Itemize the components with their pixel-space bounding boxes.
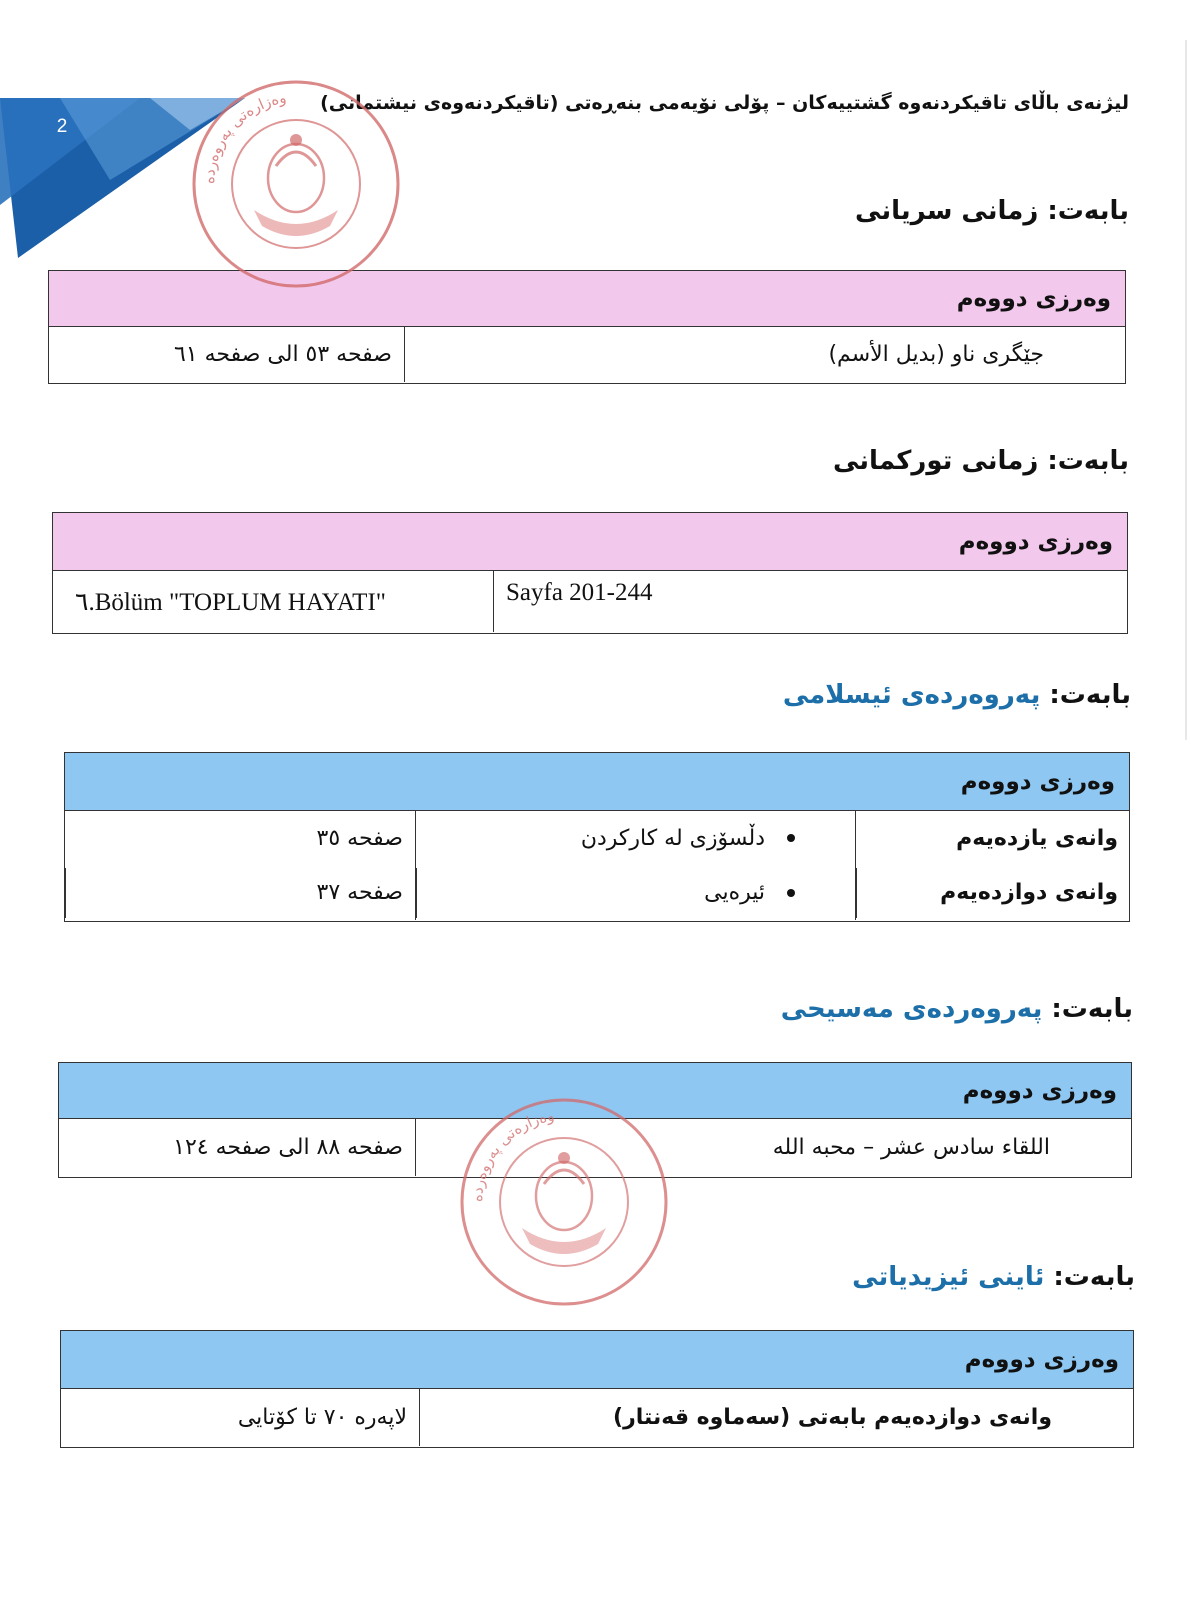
subject-heading-yazidi bbox=[852, 1262, 1135, 1292]
table-row bbox=[53, 571, 1127, 632]
document-header: لیژنەی باڵای تاقیکردنەوە گشتییەکان – پۆلی نۆیەمی بنەڕەتی (تاقیکردنەوەی نیشتمانی) bbox=[320, 92, 1129, 114]
subject-label: بابەت: bbox=[1049, 680, 1131, 710]
subject-label: بابەت: bbox=[1047, 446, 1129, 476]
official-seal-stamp bbox=[458, 1096, 670, 1308]
semester-header: وەرزی دووەم bbox=[49, 271, 1125, 327]
page-number: 2 bbox=[56, 116, 68, 137]
pages-cell: صفحه ٥٣ الی صفحه ٦١ bbox=[173, 342, 392, 367]
svg-text:وەزارەتی پەروەردە: وەزارەتی پەروەردە bbox=[467, 1106, 556, 1203]
subject-name: ئاینی ئیزیدیاتی bbox=[852, 1262, 1045, 1292]
pages-cell: صفحه ٣٧ bbox=[65, 868, 415, 918]
pages-column bbox=[65, 811, 415, 920]
table-row bbox=[49, 327, 1125, 382]
topic-column bbox=[415, 811, 855, 920]
subject-name: پەروەردەی مەسیحی bbox=[780, 994, 1043, 1024]
semester-header: وەرزی دووەم bbox=[65, 753, 1129, 811]
pages-cell: Sayfa 201-244 bbox=[493, 571, 1126, 632]
pages-cell: صفحه ٨٨ الی صفحه ١٢٤ bbox=[173, 1135, 403, 1160]
chapter-cell: ٦.Bölüm "TOPLUM HAYATI" bbox=[75, 588, 386, 616]
svg-text:وەزارەتی پەروەردە: وەزارەتی پەروەردە bbox=[199, 88, 288, 185]
bullet-icon bbox=[787, 889, 795, 897]
pages-cell: صفحه ٣٥ bbox=[316, 825, 403, 851]
lesson-cell: وانەی دوازدەیەم bbox=[856, 868, 1128, 918]
subject-heading-christian bbox=[781, 994, 1133, 1024]
table-body bbox=[65, 811, 1129, 920]
topic-cell bbox=[416, 813, 855, 863]
topic-text: ئیرەیی bbox=[704, 880, 765, 906]
subject-heading-syriac bbox=[855, 196, 1129, 226]
subject-label: بابەت: bbox=[1051, 994, 1133, 1024]
table-yazidi bbox=[60, 1330, 1134, 1448]
topic-cell: وانەی دوازدەیەم بابەتی (سەماوە قەنتار) bbox=[419, 1389, 1132, 1446]
pages-cell: لاپەرە ٧٠ تا کۆتایی bbox=[237, 1405, 407, 1430]
table-row bbox=[61, 1389, 1133, 1446]
subject-label: بابەت: bbox=[1047, 196, 1129, 226]
bullet-icon bbox=[787, 834, 795, 842]
lesson-cell: وانەی یازدەیەم bbox=[956, 825, 1118, 851]
topic-cell bbox=[416, 868, 855, 918]
subject-name: زمانی سریانی bbox=[855, 196, 1039, 226]
topic-text: دڵسۆزی لە کارکردن bbox=[580, 825, 765, 851]
topic-cell: جێگری ناو (بدیل الأسم) bbox=[404, 327, 1124, 382]
subject-name: پەروەردەی ئیسلامی bbox=[782, 680, 1041, 710]
lesson-column bbox=[855, 811, 1128, 920]
table-turkmen bbox=[52, 512, 1128, 634]
topic-cell: اللقاء سادس عشر – محبه الله bbox=[415, 1119, 1130, 1176]
table-islamic bbox=[64, 752, 1130, 922]
subject-label: بابەت: bbox=[1053, 1262, 1135, 1292]
semester-header: وەرزی دووەم bbox=[61, 1331, 1133, 1389]
semester-header: وەرزی دووەم bbox=[59, 1063, 1131, 1119]
subject-heading-turkmen bbox=[833, 446, 1129, 476]
semester-header: وەرزی دووەم bbox=[53, 513, 1127, 571]
official-seal-stamp bbox=[190, 78, 402, 290]
subject-heading-islamic bbox=[783, 680, 1131, 710]
scan-edge bbox=[1185, 40, 1187, 740]
subject-name: زمانی تورکمانی bbox=[832, 446, 1039, 476]
